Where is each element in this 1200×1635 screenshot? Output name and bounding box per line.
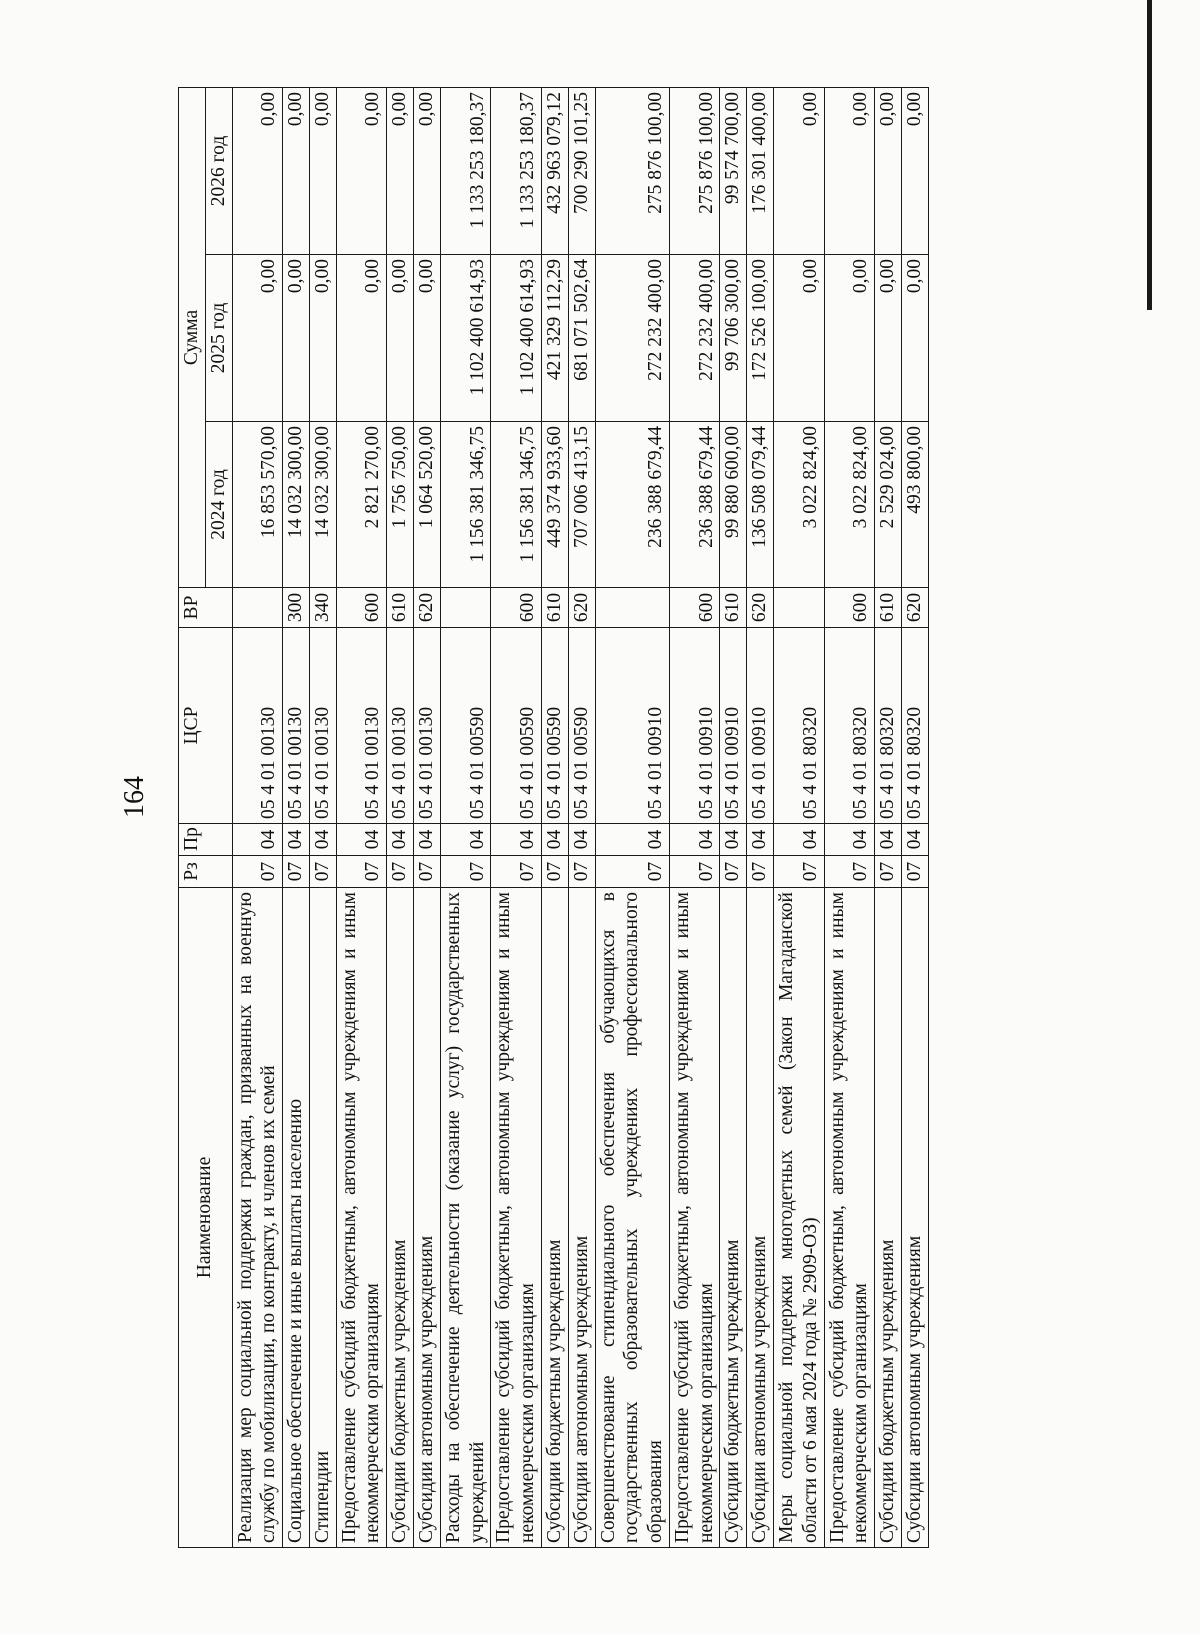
row-pr: 04 — [669, 824, 720, 856]
row-sum-2026: 700 290 101,25 — [568, 88, 595, 255]
row-rz: 07 — [283, 856, 310, 888]
row-sum-2025: 1 102 400 614,93 — [440, 255, 491, 422]
table-row — [747, 88, 774, 1548]
row-sum-2024: 1 064 520,00 — [414, 422, 441, 588]
row-sum-2024: 236 388 679,44 — [595, 422, 669, 588]
row-rz: 07 — [824, 856, 875, 888]
row-pr: 04 — [824, 824, 875, 856]
row-pr: 04 — [440, 824, 491, 856]
row-rz: 07 — [491, 856, 542, 888]
row-rz: 07 — [541, 856, 568, 888]
row-csr: 05 4 01 00590 — [440, 628, 491, 824]
table-row — [824, 88, 875, 1548]
row-sum-2025: 0,00 — [336, 255, 387, 422]
row-sum-2025: 0,00 — [901, 255, 928, 422]
table-row — [491, 88, 542, 1548]
row-name: Предоставление субсидий бюджетным, автономным учреждениям и иным некоммерческим организациям — [669, 888, 720, 1548]
row-csr: 05 4 01 00130 — [283, 628, 310, 824]
row-pr: 04 — [232, 824, 283, 856]
row-pr: 04 — [414, 824, 441, 856]
row-name: Субсидии автономным учреждениям — [568, 888, 595, 1548]
table-body — [232, 88, 928, 1548]
row-name: Субсидии бюджетным учреждениям — [541, 888, 568, 1548]
row-sum-2025: 0,00 — [875, 255, 902, 422]
row-sum-2024: 14 032 300,00 — [283, 422, 310, 588]
row-name: Реализация мер социальной поддержки граждан, призванных на военную службу по мобилизации, по контракту, и членов их семей — [232, 888, 283, 1548]
header-year-2025: 2025 год — [205, 255, 232, 422]
row-rz: 07 — [747, 856, 774, 888]
row-sum-2026: 0,00 — [336, 88, 387, 255]
table-row — [336, 88, 387, 1548]
table-row — [232, 88, 283, 1548]
row-rz: 07 — [669, 856, 720, 888]
row-sum-2024: 707 006 413,15 — [568, 422, 595, 588]
rotated-page-content — [178, 88, 1188, 1548]
row-vr: 600 — [491, 588, 542, 628]
table-row — [720, 88, 747, 1548]
row-pr: 04 — [901, 824, 928, 856]
row-vr: 600 — [336, 588, 387, 628]
table-row — [901, 88, 928, 1548]
table-row — [773, 88, 824, 1548]
row-pr: 04 — [283, 824, 310, 856]
header-rz: Рз — [179, 856, 233, 888]
row-csr: 05 4 01 00130 — [232, 628, 283, 824]
row-vr: 600 — [669, 588, 720, 628]
row-csr: 05 4 01 80320 — [773, 628, 824, 824]
row-rz: 07 — [901, 856, 928, 888]
row-rz: 07 — [232, 856, 283, 888]
row-csr: 05 4 01 00590 — [491, 628, 542, 824]
row-sum-2024: 1 156 381 346,75 — [440, 422, 491, 588]
row-vr: 620 — [414, 588, 441, 628]
row-csr: 05 4 01 00130 — [336, 628, 387, 824]
row-pr: 04 — [773, 824, 824, 856]
row-vr: 600 — [824, 588, 875, 628]
row-sum-2024: 16 853 570,00 — [232, 422, 283, 588]
row-vr: 610 — [541, 588, 568, 628]
row-sum-2024: 449 374 933,60 — [541, 422, 568, 588]
row-csr: 05 4 01 80320 — [901, 628, 928, 824]
page-number: 164 — [119, 776, 150, 818]
row-sum-2026: 1 133 253 180,37 — [491, 88, 542, 255]
row-name: Предоставление субсидий бюджетным, автономным учреждениям и иным некоммерческим организациям — [336, 888, 387, 1548]
header-vr: ВР — [179, 588, 233, 628]
row-csr: 05 4 01 00130 — [309, 628, 336, 824]
row-sum-2025: 272 232 400,00 — [669, 255, 720, 422]
row-vr — [232, 588, 283, 628]
table-row — [568, 88, 595, 1548]
row-csr: 05 4 01 00910 — [669, 628, 720, 824]
header-csr: ЦСР — [179, 628, 233, 824]
row-name: Предоставление субсидий бюджетным, автономным учреждениям и иным некоммерческим организациям — [824, 888, 875, 1548]
row-name: Субсидии бюджетным учреждениям — [387, 888, 414, 1548]
row-vr: 610 — [875, 588, 902, 628]
row-sum-2025: 0,00 — [824, 255, 875, 422]
row-csr: 05 4 01 00910 — [747, 628, 774, 824]
row-sum-2024: 14 032 300,00 — [309, 422, 336, 588]
row-sum-2026: 0,00 — [901, 88, 928, 255]
row-vr: 300 — [283, 588, 310, 628]
row-sum-2025: 0,00 — [773, 255, 824, 422]
row-sum-2024: 136 508 079,44 — [747, 422, 774, 588]
row-sum-2026: 0,00 — [387, 88, 414, 255]
row-rz: 07 — [440, 856, 491, 888]
row-name: Социальное обеспечение и иные выплаты населению — [283, 888, 310, 1548]
budget-table — [178, 87, 929, 1548]
row-name: Расходы на обеспечение деятельности (оказание услуг) государственных учреждений — [440, 888, 491, 1548]
row-sum-2024: 3 022 824,00 — [773, 422, 824, 588]
row-vr: 620 — [568, 588, 595, 628]
row-pr: 04 — [595, 824, 669, 856]
row-sum-2026: 0,00 — [309, 88, 336, 255]
row-csr: 05 4 01 00910 — [720, 628, 747, 824]
table-row — [595, 88, 669, 1548]
header-year-2026: 2026 год — [205, 88, 232, 255]
row-sum-2024: 99 880 600,00 — [720, 422, 747, 588]
row-name: Предоставление субсидий бюджетным, автономным учреждениям и иным некоммерческим организациям — [491, 888, 542, 1548]
row-rz: 07 — [595, 856, 669, 888]
row-vr: 610 — [720, 588, 747, 628]
row-sum-2024: 1 156 381 346,75 — [491, 422, 542, 588]
row-name: Субсидии автономным учреждениям — [414, 888, 441, 1548]
table-header — [179, 88, 233, 1548]
row-rz: 07 — [720, 856, 747, 888]
row-sum-2026: 0,00 — [875, 88, 902, 255]
row-name: Меры социальной поддержки многодетных семей (Закон Магаданской области от 6 мая 2024 года № 2909-ОЗ) — [773, 888, 824, 1548]
row-name: Субсидии автономным учреждениям — [901, 888, 928, 1548]
row-sum-2026: 0,00 — [283, 88, 310, 255]
row-name: Стипендии — [309, 888, 336, 1548]
row-csr: 05 4 01 80320 — [875, 628, 902, 824]
row-rz: 07 — [568, 856, 595, 888]
row-csr: 05 4 01 00590 — [541, 628, 568, 824]
row-sum-2025: 0,00 — [414, 255, 441, 422]
row-sum-2025: 0,00 — [309, 255, 336, 422]
row-sum-2026: 0,00 — [232, 88, 283, 255]
row-sum-2025: 0,00 — [387, 255, 414, 422]
row-sum-2024: 493 800,00 — [901, 422, 928, 588]
row-sum-2025: 172 526 100,00 — [747, 255, 774, 422]
row-sum-2024: 2 529 024,00 — [875, 422, 902, 588]
header-year-2024: 2024 год — [205, 422, 232, 588]
row-rz: 07 — [336, 856, 387, 888]
row-pr: 04 — [568, 824, 595, 856]
row-pr: 04 — [491, 824, 542, 856]
header-name: Наименование — [179, 888, 233, 1548]
row-pr: 04 — [747, 824, 774, 856]
header-pr: Пр — [179, 824, 233, 856]
row-vr: 620 — [747, 588, 774, 628]
row-sum-2024: 236 388 679,44 — [669, 422, 720, 588]
row-sum-2025: 421 329 112,29 — [541, 255, 568, 422]
row-rz: 07 — [875, 856, 902, 888]
row-name: Субсидии автономным учреждениям — [747, 888, 774, 1548]
row-rz: 07 — [773, 856, 824, 888]
row-csr: 05 4 01 80320 — [824, 628, 875, 824]
row-sum-2025: 99 706 300,00 — [720, 255, 747, 422]
row-csr: 05 4 01 00130 — [414, 628, 441, 824]
row-sum-2026: 275 876 100,00 — [595, 88, 669, 255]
header-sum: Сумма — [179, 88, 206, 588]
row-sum-2026: 275 876 100,00 — [669, 88, 720, 255]
row-vr: 610 — [387, 588, 414, 628]
row-sum-2026: 176 301 400,00 — [747, 88, 774, 255]
row-sum-2024: 2 821 270,00 — [336, 422, 387, 588]
row-pr: 04 — [336, 824, 387, 856]
row-name: Совершенствование стипендиального обеспечения обучающихся в государственных образовательных учреждениях профессионального образования — [595, 888, 669, 1548]
row-pr: 04 — [541, 824, 568, 856]
row-pr: 04 — [309, 824, 336, 856]
row-sum-2025: 272 232 400,00 — [595, 255, 669, 422]
table-row — [669, 88, 720, 1548]
row-sum-2024: 3 022 824,00 — [824, 422, 875, 588]
row-sum-2026: 432 963 079,12 — [541, 88, 568, 255]
row-csr: 05 4 01 00590 — [568, 628, 595, 824]
row-vr — [440, 588, 491, 628]
row-sum-2025: 0,00 — [283, 255, 310, 422]
table-row — [283, 88, 310, 1548]
row-sum-2025: 0,00 — [232, 255, 283, 422]
row-vr: 620 — [901, 588, 928, 628]
row-rz: 07 — [387, 856, 414, 888]
row-sum-2025: 1 102 400 614,93 — [491, 255, 542, 422]
table-row — [440, 88, 491, 1548]
row-sum-2026: 0,00 — [414, 88, 441, 255]
row-sum-2026: 99 574 700,00 — [720, 88, 747, 255]
table-row — [387, 88, 414, 1548]
row-name: Субсидии бюджетным учреждениям — [875, 888, 902, 1548]
table-row — [309, 88, 336, 1548]
row-pr: 04 — [387, 824, 414, 856]
row-vr — [595, 588, 669, 628]
row-sum-2026: 0,00 — [773, 88, 824, 255]
row-vr: 340 — [309, 588, 336, 628]
row-sum-2025: 681 071 502,64 — [568, 255, 595, 422]
table-row — [541, 88, 568, 1548]
row-vr — [773, 588, 824, 628]
row-csr: 05 4 01 00910 — [595, 628, 669, 824]
row-rz: 07 — [414, 856, 441, 888]
row-sum-2026: 1 133 253 180,37 — [440, 88, 491, 255]
table-row — [414, 88, 441, 1548]
row-pr: 04 — [720, 824, 747, 856]
row-pr: 04 — [875, 824, 902, 856]
row-name: Субсидии бюджетным учреждениям — [720, 888, 747, 1548]
row-sum-2024: 1 756 750,00 — [387, 422, 414, 588]
row-csr: 05 4 01 00130 — [387, 628, 414, 824]
row-sum-2026: 0,00 — [824, 88, 875, 255]
table-row — [875, 88, 902, 1548]
row-rz: 07 — [309, 856, 336, 888]
